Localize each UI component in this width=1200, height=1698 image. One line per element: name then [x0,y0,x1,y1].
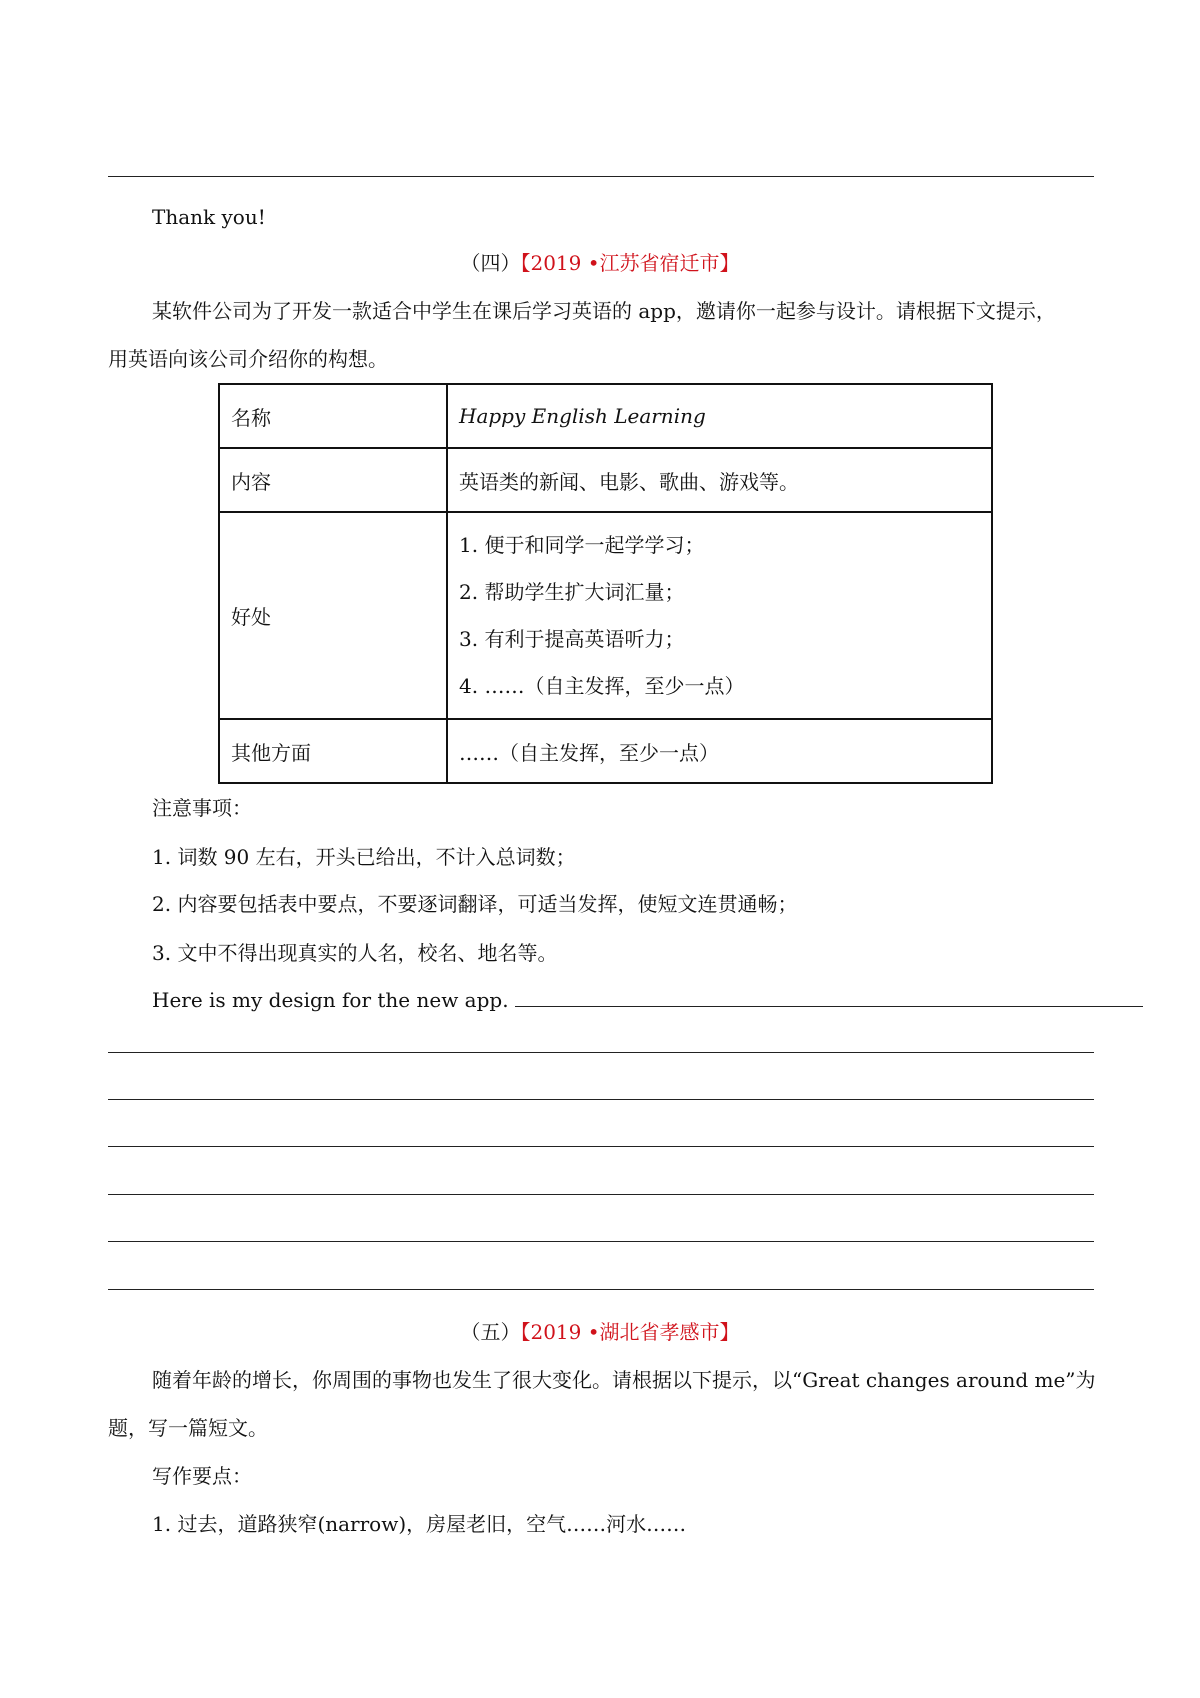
answer-line[interactable] [108,1194,1094,1195]
essay-starter [152,987,1143,1013]
section-source: 2019 •湖北省孝感市 [530,1320,720,1344]
table-row [219,448,992,512]
table-value-name: Happy English Learning [447,384,992,448]
section-intro-line2: 题，写一篇短文。 [108,1416,268,1440]
starter-text: Here is my design for the new app. [152,988,509,1012]
answer-line[interactable] [108,1241,1094,1242]
answer-line[interactable] [108,1146,1094,1147]
benefit-item: 1. 便于和同学一起学学习； [459,532,705,557]
section-heading-5 [0,1319,1200,1345]
section-source: 2019 •江苏省宿迁市 [530,251,720,275]
point-item: 1. 过去，道路狭窄(narrow)，房屋老旧，空气……河水…… [152,1512,687,1536]
answer-line[interactable] [108,1099,1094,1100]
bracket-open: 【 [520,1320,531,1344]
closing-text: Thank you! [152,205,266,229]
design-table [218,383,993,784]
section-number: （四） [460,251,521,275]
answer-line[interactable] [108,1289,1094,1290]
section-intro-line1: 某软件公司为了开发一款适合中学生在课后学习英语的 app，邀请你一起参与设计。请根据下文提示， [152,299,1056,323]
answer-line [108,176,1094,177]
table-value-content: 英语类的新闻、电影、歌曲、游戏等。 [447,448,992,512]
section-intro-line1: 随着年龄的增长，你周围的事物也发生了很大变化。请根据以下提示，以“Great changes around me”为 [152,1368,1096,1392]
note-item: 3. 文中不得出现真实的人名，校名、地名等。 [152,941,558,965]
section-number: （五） [460,1320,521,1344]
notes-title: 注意事项： [152,796,252,820]
table-label-name: 名称 [219,384,447,448]
table-row [219,384,992,448]
table-row [219,719,992,783]
benefit-item: 4. ……（自主发挥，至少一点） [459,673,745,698]
note-item: 2. 内容要包括表中要点，不要逐词翻译，可适当发挥，使短文连贯通畅； [152,892,798,916]
benefit-item: 3. 有利于提高英语听力； [459,626,685,651]
bracket-close: 】 [719,1320,740,1344]
points-title: 写作要点： [152,1464,252,1488]
table-label-content: 内容 [219,448,447,512]
table-value-other: ……（自主发挥，至少一点） [447,719,992,783]
answer-line[interactable] [108,1052,1094,1053]
benefit-item: 2. 帮助学生扩大词汇量； [459,579,685,604]
table-label-other: 其他方面 [219,719,447,783]
bracket-close: 】 [719,251,740,275]
table-label-benefits: 好处 [219,512,447,719]
table-value-benefits [447,512,992,719]
note-item: 1. 词数 90 左右，开头已给出，不计入总词数； [152,845,576,869]
table-row [219,512,992,719]
section-heading-4 [0,250,1200,276]
section-intro-line2: 用英语向该公司介绍你的构想。 [108,347,388,371]
bracket-open: 【 [520,251,531,275]
answer-blank[interactable] [515,988,1143,1007]
